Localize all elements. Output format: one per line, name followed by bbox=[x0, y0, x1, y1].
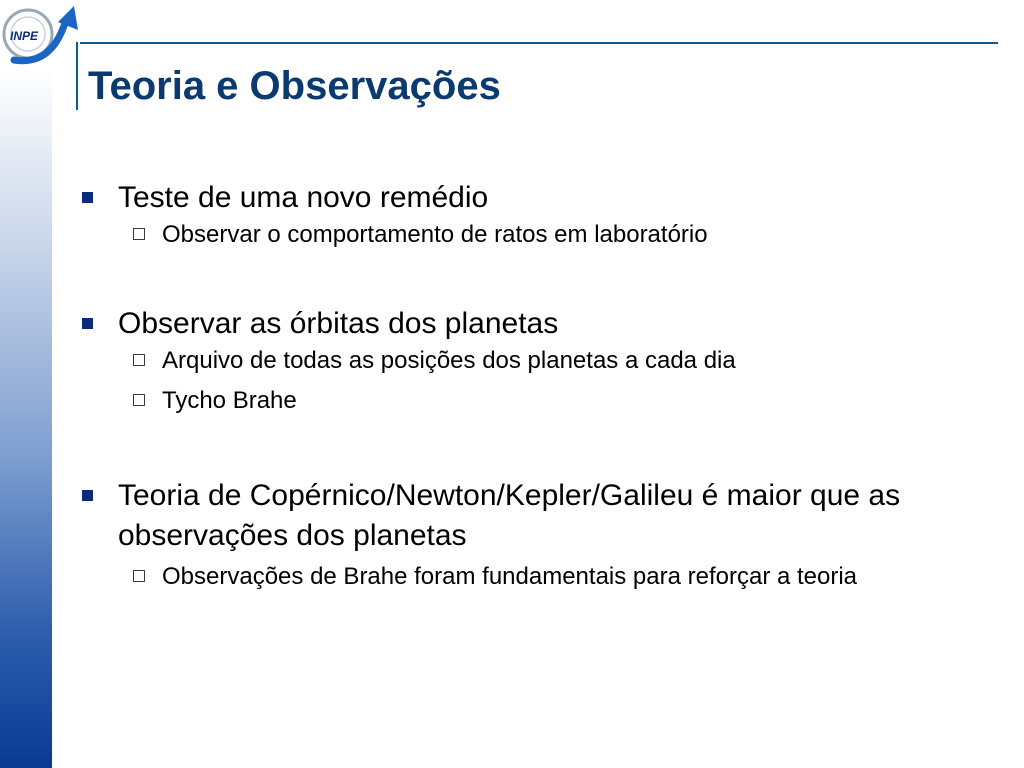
square-bullet-icon bbox=[82, 490, 93, 501]
slide-title: Teoria e Observações bbox=[88, 64, 501, 108]
square-bullet-icon bbox=[82, 318, 93, 329]
left-gradient-band bbox=[0, 70, 52, 768]
slide-content bbox=[80, 178, 980, 594]
svg-text:INPE: INPE bbox=[10, 29, 39, 43]
sub-bullet-item bbox=[80, 560, 980, 594]
sub-bullet-text: Tycho Brahe bbox=[162, 387, 297, 414]
title-vertical-rule bbox=[76, 42, 78, 110]
bullet-text: Teste de uma novo remédio bbox=[118, 181, 489, 214]
spacer bbox=[80, 252, 980, 304]
hollow-square-bullet-icon bbox=[133, 228, 145, 240]
bullet-text: Teoria de Copérnico/Newton/Kepler/Galileu é maior que as observações dos planetas bbox=[118, 479, 901, 552]
sub-bullet-text: Arquivo de todas as posições dos planetas a cada dia bbox=[162, 347, 736, 374]
bullet-item bbox=[80, 476, 980, 556]
sub-bullet-text: Observações de Brahe foram fundamentais para reforçar a teoria bbox=[162, 563, 858, 590]
bullet-text: Observar as órbitas dos planetas bbox=[118, 307, 559, 340]
sub-bullet-item bbox=[80, 218, 980, 252]
spacer bbox=[80, 418, 980, 476]
bullet-item bbox=[80, 178, 980, 218]
sub-bullet-item bbox=[80, 344, 980, 378]
hollow-square-bullet-icon bbox=[133, 354, 145, 366]
title-top-rule bbox=[80, 42, 998, 44]
sub-bullet-item bbox=[80, 384, 980, 418]
hollow-square-bullet-icon bbox=[133, 394, 145, 406]
bullet-item bbox=[80, 304, 980, 344]
hollow-square-bullet-icon bbox=[133, 570, 145, 582]
sub-bullet-text: Observar o comportamento de ratos em laboratório bbox=[162, 221, 708, 248]
square-bullet-icon bbox=[82, 192, 93, 203]
